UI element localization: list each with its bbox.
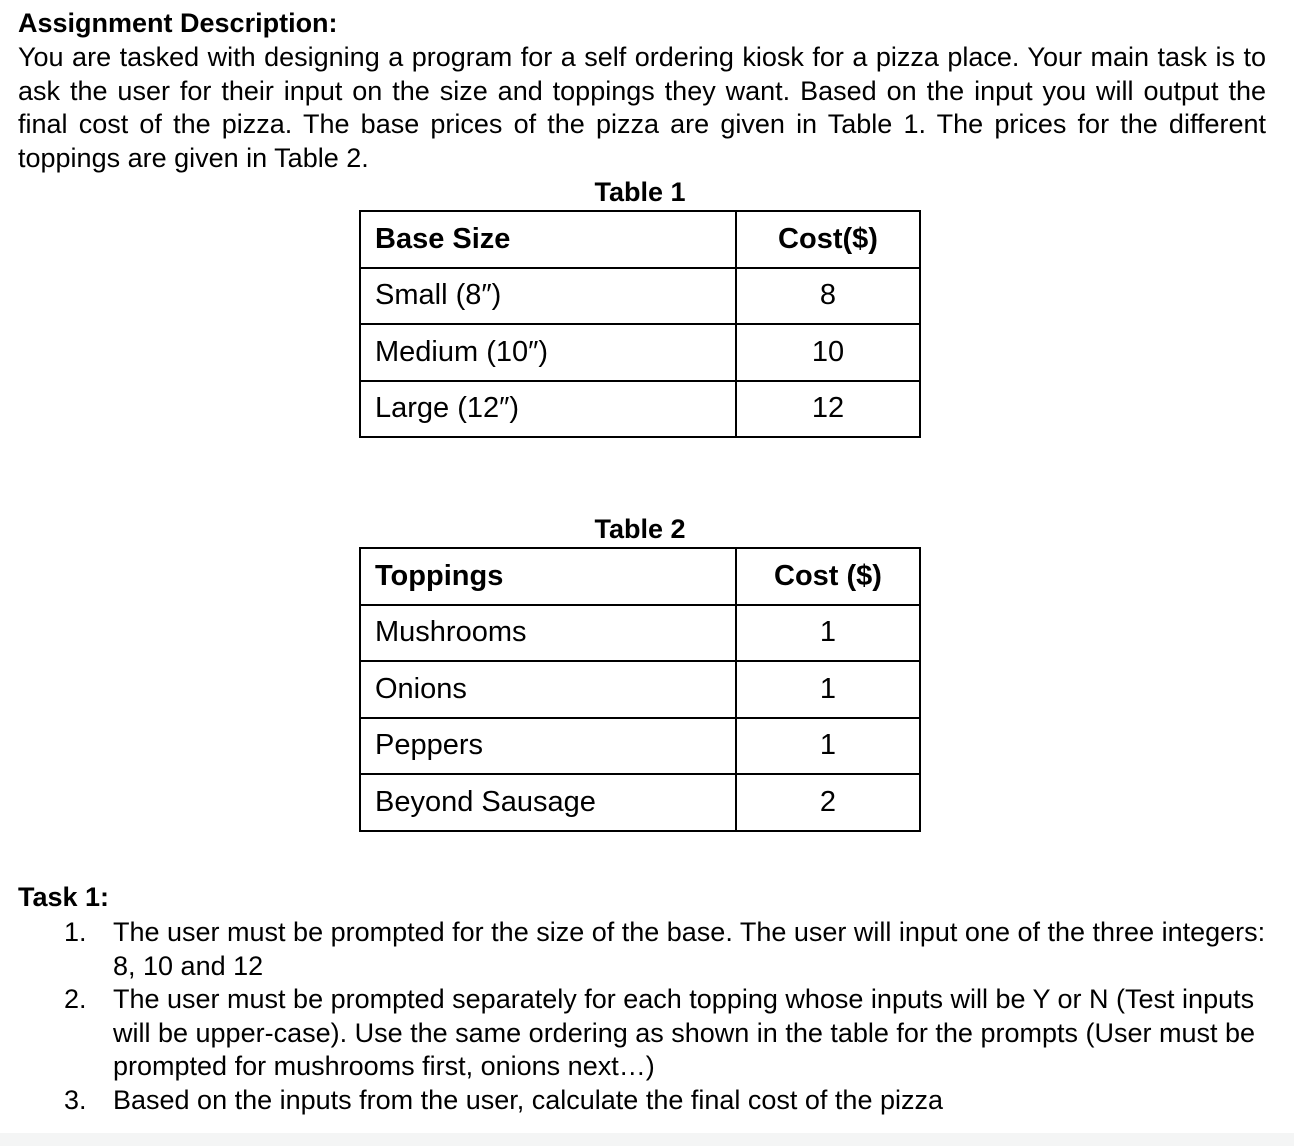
table-row: [360, 774, 920, 831]
assignment-description: You are tasked with designing a program for a self ordering kiosk for a pizza place. Your main task is to ask the user for their input on the size and toppings they want. Based on the input you will output the final cost of the pizza. The base prices of the pizza are given in Table 1. The prices for the different toppings are given in Table 2.: [18, 42, 1266, 173]
table-cell: 10: [736, 324, 920, 381]
table-cell: 12: [736, 381, 920, 438]
list-item-number: 1.: [64, 917, 87, 947]
table-cell: Small (8″): [360, 268, 736, 325]
table-header-cell: Base Size: [360, 211, 736, 268]
task-list: [0, 916, 1280, 1118]
list-item-number: 2.: [64, 984, 87, 1015]
table-cell: 1: [736, 605, 920, 662]
assignment-heading: Assignment Description:: [18, 8, 338, 38]
table-row: [360, 718, 920, 775]
list-item-text: The user must be prompted for the size of the base. The user will input one of the three integers: 8, 10 and 12: [113, 917, 1266, 981]
list-item-text: Based on the inputs from the user, calculate the final cost of the pizza: [113, 1084, 943, 1115]
table-row: [360, 324, 920, 381]
table-row: [360, 605, 920, 662]
table-cell: Large (12″): [360, 381, 736, 438]
bottom-divider: [0, 1133, 1294, 1146]
table-cell: 8: [736, 268, 920, 325]
table1-caption: Table 1: [594, 177, 686, 207]
list-item: [0, 916, 1280, 983]
table-cell: 1: [736, 718, 920, 775]
table-cell: 2: [736, 774, 920, 831]
table-row: [360, 268, 920, 325]
table-cell: 1: [736, 661, 920, 718]
table-header-cell: Cost($): [736, 211, 920, 268]
table-row: [360, 381, 920, 438]
table-row: [360, 661, 920, 718]
toppings-table: [359, 547, 921, 832]
table-header-cell: Toppings: [360, 548, 736, 605]
table-header-cell: Cost ($): [736, 548, 920, 605]
table-header-row: [360, 548, 920, 605]
base-size-table: [359, 210, 921, 438]
list-item: [0, 1084, 1280, 1118]
table-cell: Beyond Sausage: [360, 774, 736, 831]
table-cell: Medium (10″): [360, 324, 736, 381]
table-cell: Mushrooms: [360, 605, 736, 662]
table2-caption: Table 2: [594, 514, 686, 544]
list-item-number: 3.: [64, 1084, 87, 1115]
table-header-row: [360, 211, 920, 268]
table-cell: Peppers: [360, 718, 736, 775]
list-item-text: The user must be prompted separately for each topping whose inputs will be Y or N (Test inputs will be upper-case). Use the same ordering as shown in the table for the prompts (User must be prompted for mushrooms first, onions next…): [113, 984, 1256, 1082]
task-title: Task 1:: [18, 882, 110, 912]
table-cell: Onions: [360, 661, 736, 718]
list-item: [0, 983, 1280, 1084]
